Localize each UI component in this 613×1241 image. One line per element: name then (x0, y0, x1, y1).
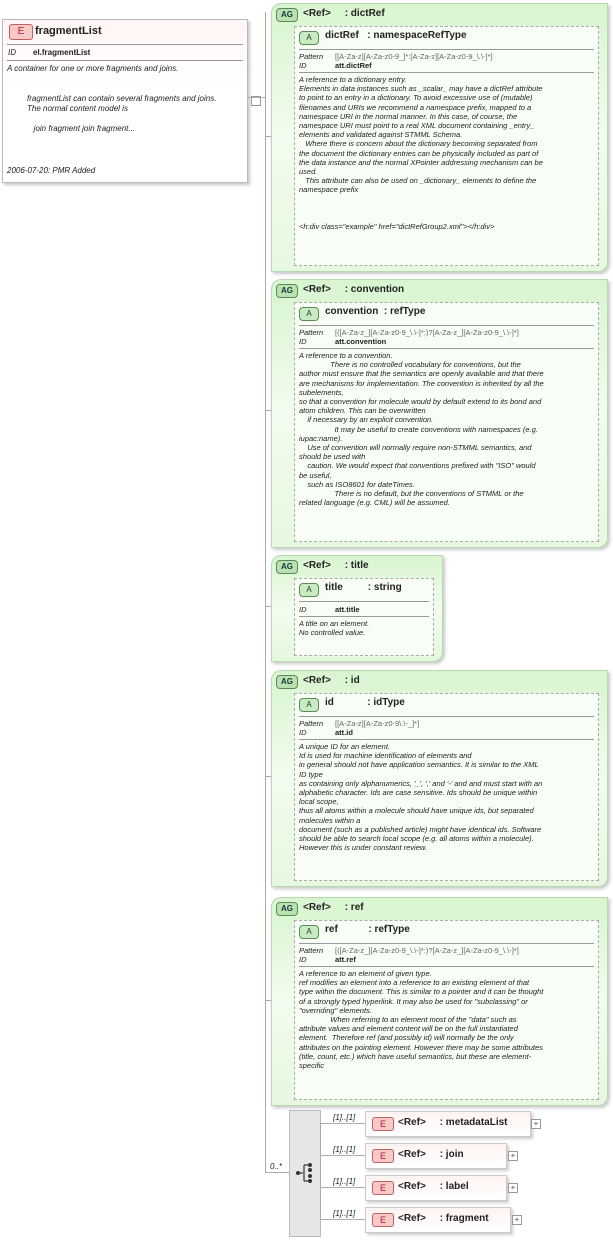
child-element-label: <Ref> : fragment (398, 1213, 489, 1224)
divider (299, 716, 594, 717)
attribute-name: title : string (325, 582, 402, 593)
child-element-label[interactable] (365, 1175, 507, 1201)
attribute-name: dictRef : namespaceRefType (325, 30, 467, 41)
element-badge: E (372, 1117, 394, 1131)
connector-trunk (265, 12, 266, 1172)
divider (299, 616, 429, 617)
attribute-badge: A (299, 583, 319, 597)
expand-icon[interactable]: + (512, 1215, 522, 1225)
choice-compositor[interactable] (289, 1110, 321, 1237)
divider (7, 44, 243, 45)
expand-icon[interactable]: + (531, 1119, 541, 1129)
attribute-description: A reference to a convention. There is no controlled vocabulary for conventions, but the author must ensure that the semantics are openly available and that there are mechanisms for implementation. The convention is inherited by all the subelements, so that a convention for molecule would by default extend to its bond and atom children. This can be overwritten if necessary by an explicit convention. It may be useful to create conventions with namespaces (e.g. iupac:name). Use of convention will normally require non-STMML semantics, and should be used with caution. We would expect that conventions prefixed with "ISO" would be useful, such as ISO8601 for dateTimes. There is no default, but the conventions of STMML or the related language (e.g. CML) will be assumed. (299, 351, 544, 508)
attribute-badge: A (299, 31, 319, 45)
element-documentation: fragmentList can contain several fragments and joins. The normal content model is join fragment join fragment... (27, 94, 217, 133)
divider (299, 601, 429, 602)
connector-line (320, 1187, 365, 1188)
attribute-id-row: ID att.id (299, 728, 353, 737)
attribute-badge: A (299, 307, 319, 321)
attribute-id: ID att.convention (299, 337, 387, 346)
element-badge: E (372, 1181, 394, 1195)
attribute-group-ref: <Ref> : convention (303, 284, 405, 295)
divider (299, 49, 594, 50)
divider (299, 943, 594, 944)
child-element-label: <Ref> : join (398, 1149, 464, 1160)
attribute-group-badge: AG (276, 284, 298, 298)
attribute-badge: A (299, 698, 319, 712)
child-cardinality: [1]..[1] (333, 1113, 356, 1122)
element-box-fragmentList (2, 19, 248, 183)
child-element-join[interactable] (365, 1143, 507, 1169)
child-element-label: <Ref> : metadataList (398, 1117, 508, 1128)
attribute-id-row: ID att.ref (299, 955, 356, 964)
attribute-id: ID att.title (299, 605, 360, 614)
attribute-description: A title on an element. No controlled value. (299, 619, 370, 638)
attribute-name: id : idType (325, 697, 405, 708)
attribute-group-convention (271, 279, 608, 548)
element-name: fragmentList (35, 25, 102, 37)
choice-icon (290, 1111, 320, 1236)
attribute-dictRef (294, 26, 599, 266)
divider (299, 72, 594, 73)
attribute-description: A unique ID for an element. Id is used for machine identification of elements and in general should not have application semantics. It is similar to the XML ID type as containing only alphanumerics, '_', ',' and '-' and and must start with an alphabetic character. Ids are case sensitive. Ids should be unique within local scope, thus all atoms within a molecule should have unique ids, but separated molecules within a document (such as a published article) might have identical ids. Software should be able to search local scope (e.g. all atoms within a molecule). However this is under constant review. (299, 742, 543, 853)
divider (299, 348, 594, 349)
attribute-group-badge: AG (276, 675, 298, 689)
attribute-group-badge: AG (276, 560, 298, 574)
attribute-id (294, 693, 599, 881)
child-cardinality: [1]..[1] (333, 1177, 356, 1186)
child-cardinality: [1]..[1] (333, 1209, 356, 1218)
child-element-fragment[interactable] (365, 1207, 511, 1233)
element-badge: E (372, 1213, 394, 1227)
attribute-pattern: Pattern [[A-Za-z][A-Za-z0-9_]*:[A-Za-z][A-Za-z0-9_\.\-]*] (299, 52, 493, 61)
expand-icon[interactable]: + (508, 1151, 518, 1161)
attribute-name: convention : refType (325, 306, 426, 317)
attribute-group-ref: <Ref> : id (303, 675, 360, 686)
choice-cardinality: 0..* (270, 1162, 283, 1171)
attribute-title (294, 578, 434, 656)
attribute-convention (294, 302, 599, 542)
child-element-label-text: <Ref> : label (398, 1181, 469, 1192)
attribute-group-ref (271, 897, 608, 1106)
connector-line (247, 97, 265, 98)
choice-branch-line (320, 1123, 321, 1219)
connector-line (320, 1219, 365, 1220)
attribute-pattern: Pattern [([A-Za-z_][A-Za-z0-9_\.\-]*:)?[A-Za-z_][A-Za-z0-9_\.\-]*] (299, 328, 519, 337)
attribute-group-id (271, 670, 608, 887)
element-id-label: ID (8, 48, 16, 57)
divider (7, 60, 243, 61)
element-id-value: el.fragmentList (33, 48, 91, 57)
attribute-description: A reference to an element of given type. ref modifies an element into a reference to an existing element of that type within the document. This is similar to a pointer and it can be thought of a strongly typed hyperlink. It may also be used for "subclassing" or "overriding" elements. When referring to an element most of the "data" such as attribute values and element content will be on the full instantiated element. Therefore ref (and possibly id) will normally be the only attributes on the pointing element. However there may be some attributes (title, count, etc.) which have useful semantics, but these are element- specific (299, 969, 544, 1071)
divider (299, 739, 594, 740)
element-badge: E (9, 24, 33, 40)
attribute-group-dictRef (271, 3, 608, 272)
divider (299, 325, 594, 326)
attribute-description: A reference to a dictionary entry. Elements in data instances such as _scalar_ may have a dictRef attribute to point to an entry in a dictionary. To avoid excessive use of (mutable) filenames and URIs we recommend a namespace prefix, mapped to a namespace URI in the normal manner. In this case, of course, the namespace URI must point to a real XML document containing _entry_ elements and validated against STMML Schema. Where there is concern about the dictionary becoming separated from the document the dictionary entries can be physically included as part of the data instance and the normal XPointer addressing mechanism can be used. This attribute can also be used on _dictionary_ elements to define the namespace prefix <h:div class="example" href="dictRefGroup2.xml"></h:div> (299, 75, 543, 232)
attribute-group-ref: <Ref> : title (303, 560, 369, 571)
connector-line (320, 1155, 365, 1156)
attribute-pattern: Pattern [([A-Za-z_][A-Za-z0-9_\.\-]*:)?[A-Za-z_][A-Za-z0-9_\.\-]*] (299, 946, 519, 955)
element-summary: A container for one or more fragments and joins. (7, 64, 179, 73)
attribute-ref (294, 920, 599, 1100)
element-badge: E (372, 1149, 394, 1163)
attribute-group-badge: AG (276, 902, 298, 916)
attribute-id: ID att.dictRef (299, 61, 372, 70)
connector-line (265, 1172, 289, 1173)
attribute-name: ref : refType (325, 924, 410, 935)
connector-line (320, 1123, 365, 1124)
attribute-badge: A (299, 925, 319, 939)
attribute-group-ref: <Ref> : dictRef (303, 8, 385, 19)
attribute-group-ref-label: <Ref> : ref (303, 902, 364, 913)
attribute-group-badge: AG (276, 8, 298, 22)
child-cardinality: [1]..[1] (333, 1145, 356, 1154)
divider (299, 966, 594, 967)
attribute-group-title (271, 555, 443, 662)
attribute-pattern: Pattern [[A-Za-z][A-Za-z0-9\.\-_]*] (299, 719, 420, 728)
expand-icon[interactable]: + (508, 1183, 518, 1193)
element-history: 2006-07-20: PMR Added (7, 166, 96, 175)
child-element-metadataList[interactable] (365, 1111, 531, 1137)
